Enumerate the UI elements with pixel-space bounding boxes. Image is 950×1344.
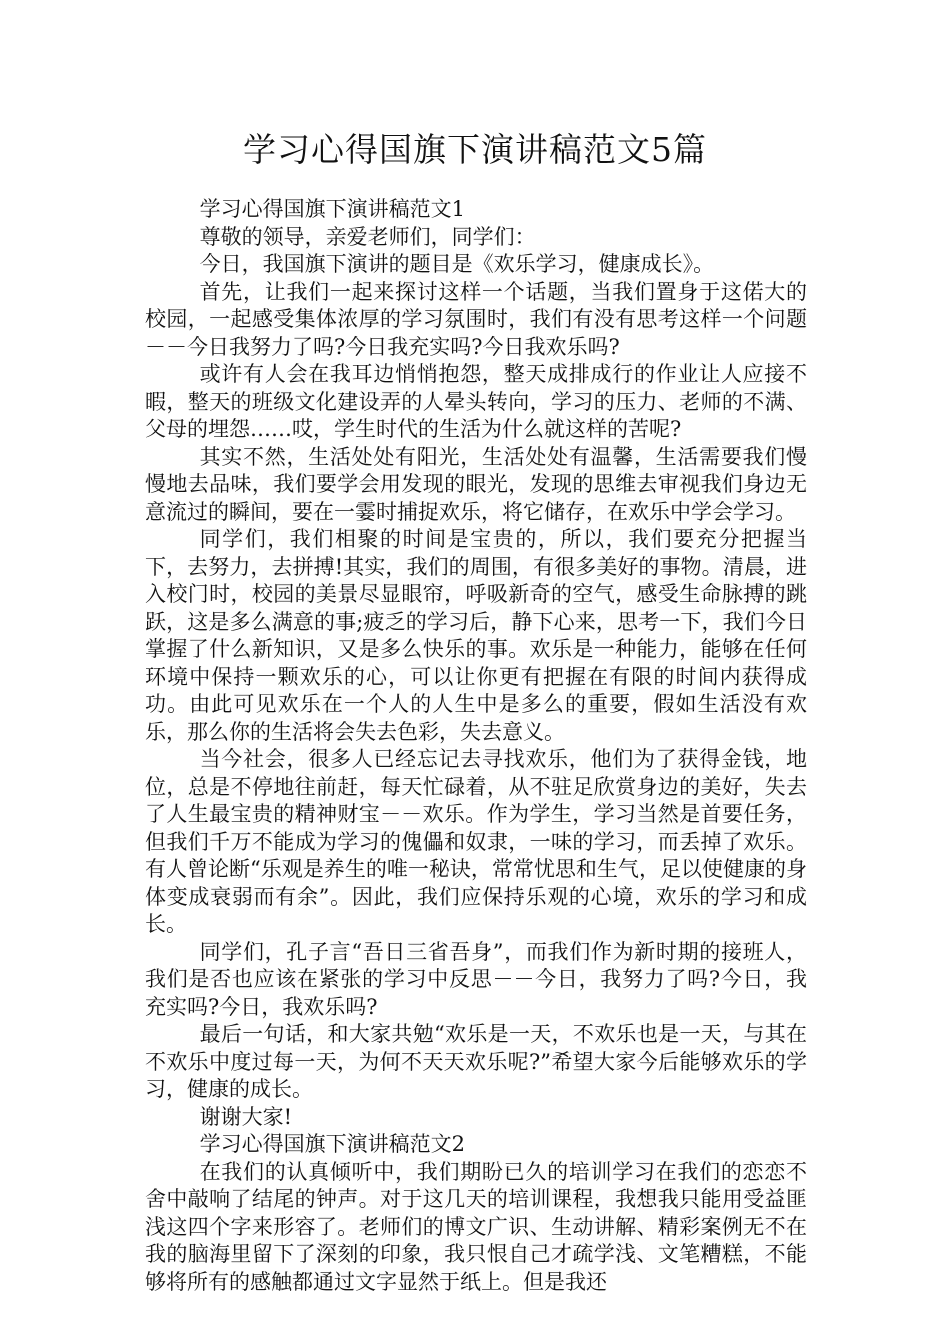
- paragraph: 最后一句话，和大家共勉“欢乐是一天，不欢乐也是一天，与其在不欢乐中度过每一天，为何不天天欢乐呢?”希望大家今后能够欢乐的学习，健康的成长。: [145, 1022, 807, 1101]
- document-body: [145, 196, 807, 1296]
- paragraph: 首先，让我们一起来探讨这样一个话题，当我们置身于这偌大的校园，一起感受集体浓厚的学习氛围时，我们有没有思考这样一个问题－－今日我努力了吗?今日我充实吗?今日我欢乐吗?: [145, 279, 807, 359]
- paragraph: 谢谢大家!: [199, 1104, 293, 1129]
- paragraph: 在我们的认真倾听中，我们期盼已久的培训学习在我们的恋恋不舍中敲响了结尾的钟声。对于这几天的培训课程，我想我只能用受益匪浅这四个字来形容了。老师们的博文广识、生动讲解、精彩案例无不在我的脑海里留下了深刻的印象，我只恨自己才疏学浅、文笔糟糕，不能够将所有的感触都通过文字显然于纸上。但是我还: [145, 1159, 807, 1294]
- section-heading-1: 学习心得国旗下演讲稿范文1: [199, 197, 465, 221]
- section-heading-2: 学习心得国旗下演讲稿范文2: [199, 1132, 465, 1156]
- paragraph: 同学们，孔子言“吾日三省吾身”，而我们作为新时期的接班人，我们是否也应该在紧张的学习中反思－－今日，我努力了吗?今日，我充实吗?今日，我欢乐吗?: [145, 939, 807, 1019]
- document-title: 学习心得国旗下演讲稿范文5篇: [243, 130, 707, 169]
- paragraph: 或许有人会在我耳边悄悄抱怨，整天成排成行的作业让人应接不暇，整天的班级文化建设弄的人晕头转向，学习的压力、老师的不满、父母的埋怨……哎，学生时代的生活为什么就这样的苦呢?: [145, 362, 807, 441]
- paragraph: 当今社会，很多人已经忘记去寻找欢乐，他们为了获得金钱，地位，总是不停地往前赶，每天忙碌着，从不驻足欣赏身边的美好，失去了人生最宝贵的精神财宝－－欢乐。作为学生，学习当然是首要任务，但我们千万不能成为学习的傀儡和奴隶，一味的学习，而丢掉了欢乐。有人曾论断“乐观是养生的唯一秘诀，常常忧思和生气，足以使健康的身体变成衰弱而有余”。因此，我们应保持乐观的心境，欢乐的学习和成长。: [145, 747, 807, 936]
- paragraph: 尊敬的领导，亲爱老师们，同学们：: [199, 224, 536, 249]
- paragraph: 今日，我国旗下演讲的题目是《欢乐学习，健康成长》。: [199, 252, 715, 276]
- paragraph: 其实不然，生活处处有阳光，生活处处有温馨，生活需要我们慢慢地去品味，我们要学会用发现的眼光，发现的思维去审视我们身边无意流过的瞬间，要在一霎时捕捉欢乐，将它储存，在欢乐中学会学习。: [145, 444, 807, 524]
- paragraph: 同学们，我们相聚的时间是宝贵的，所以，我们要充分把握当下，去努力，去拼搏!其实，我们的周围，有很多美好的事物。清晨，进入校门时，校园的美景尽显眼帘，呼吸新奇的空气，感受生命脉搏的跳跃，这是多么满意的事;疲乏的学习后，静下心来，思考一下，我们今日掌握了什么新知识，又是多么快乐的事。欢乐是一种能力，能够在任何环境中保持一颗欢乐的心，可以让你更有把握在有限的时间内获得成功。由此可见欢乐在一个人的人生中是多么的重要，假如生活没有欢乐，那么你的生活将会失去色彩，失去意义。: [145, 527, 807, 744]
